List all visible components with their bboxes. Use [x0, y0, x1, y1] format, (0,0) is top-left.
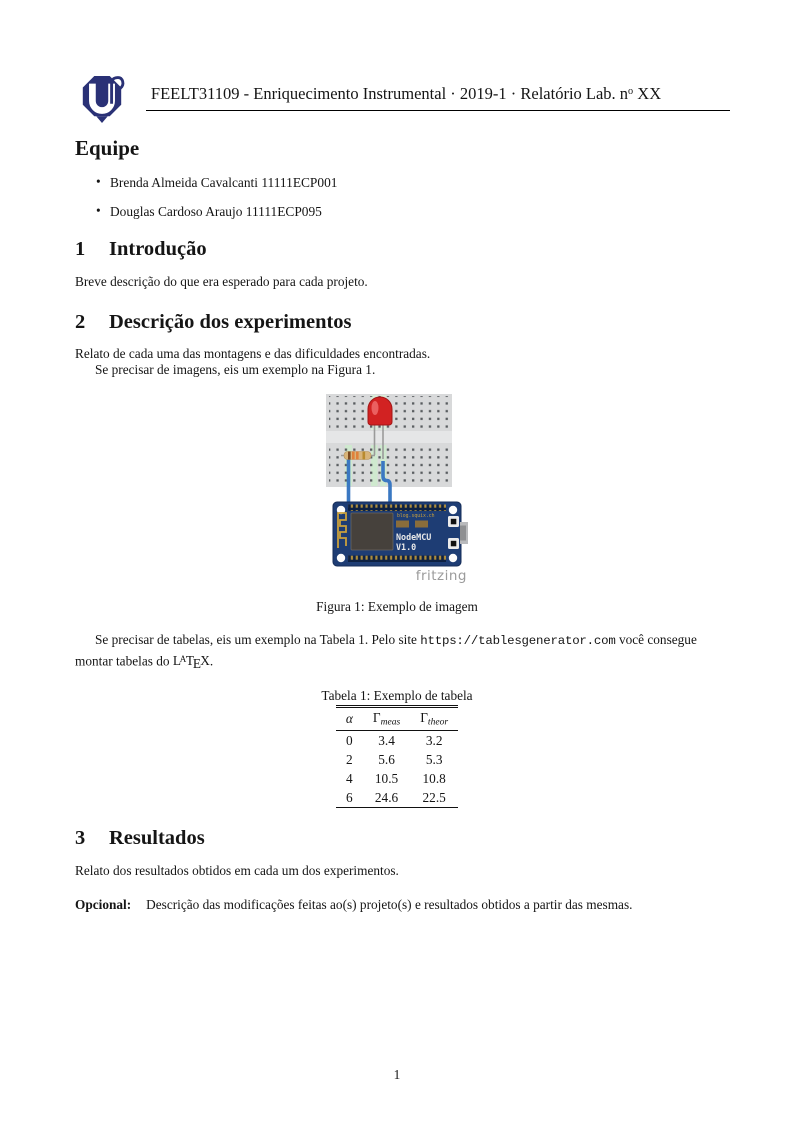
section-title: Descrição dos experimentos [109, 311, 352, 333]
cell: 2 [346, 751, 353, 767]
cell: 5.3 [425, 751, 443, 767]
optional-paragraph [75, 897, 632, 914]
latex-logo: $L^ATEX$ [172, 653, 210, 672]
cell: 0 [346, 732, 353, 748]
cell: 22.5 [422, 789, 446, 805]
cell: 3.4 [378, 732, 395, 748]
tables-paragraph [75, 631, 697, 673]
section-number: 2 [75, 311, 86, 333]
team-heading: Equipe [75, 136, 140, 160]
team-member [96, 174, 338, 191]
push-button [448, 538, 459, 549]
team-member-name: Douglas Cardoso Araujo 11111ECP095 [110, 204, 322, 219]
tablesgenerator-link[interactable]: https://tablesgenerator.com [420, 634, 616, 648]
tables-para-text: Se precisar de tabelas, eis um exemplo na Tabela 1. Pelo site [95, 632, 421, 647]
fritzing-watermark: fritzing [415, 568, 467, 584]
header-title-ordinal: o [628, 85, 634, 97]
usb-connector [460, 522, 468, 544]
esp-shield [351, 513, 393, 550]
cell: 24.6 [374, 789, 399, 805]
ufu-logo [78, 70, 126, 128]
section-3-body: Relato dos resultados obtidos em cada um dos experimentos. [75, 863, 399, 878]
table-row [336, 788, 458, 808]
tables-para-text: montar tabelas do [75, 653, 173, 669]
page-number: 1 [393, 1067, 401, 1082]
cell: 10.8 [422, 770, 446, 786]
push-button [448, 516, 459, 527]
table-caption: Tabela 1: Exemplo de tabela [321, 688, 473, 703]
team-list [96, 174, 338, 233]
team-member [96, 203, 337, 220]
section-2-para2: Se precisar de imagens, eis um exemplo na Figura 1. [95, 362, 376, 377]
col-alpha: α [336, 707, 363, 731]
table-container [0, 705, 794, 808]
tables-paragraph-line1 [75, 631, 697, 650]
cell: 3.2 [425, 732, 443, 748]
cell: 4 [346, 770, 353, 786]
col-gamma-theor: Γtheor [410, 707, 458, 731]
resistor [344, 452, 371, 460]
tables-paragraph-line2 [75, 650, 697, 673]
led [368, 397, 392, 425]
cell: 6 [346, 789, 353, 805]
team-member-name: Brenda Almeida Cavalcanti 11111ECP001 [110, 175, 338, 190]
report-header-title [146, 84, 730, 111]
section-2-heading [75, 311, 352, 334]
table-row [336, 769, 458, 788]
section-title: Introdução [109, 238, 207, 260]
section-title: Resultados [109, 827, 205, 849]
table-row [336, 731, 458, 751]
example-table [336, 705, 458, 808]
section-3-heading [75, 827, 205, 850]
optional-text: Descrição das modificações feitas ao(s) projeto(s) e resultados obtidos a partir das mesmas. [146, 897, 633, 912]
board-note-text: blog.squix.ch [397, 514, 435, 519]
header-title-suffix: XX [633, 84, 662, 103]
bullet-icon: • [96, 203, 101, 218]
section-number: 3 [75, 827, 86, 849]
figure-circuit-image [325, 392, 468, 584]
board-version-text: V1.0 [396, 542, 417, 552]
header-title-text: FEELT31109 - Enriquecimento Instrumental · 2019-1 · Relatório Lab. n [150, 84, 629, 103]
optional-label: Opcional: [75, 897, 132, 912]
col-gamma-meas: Γmeas [363, 707, 410, 731]
section-2-para1: Relato de cada uma das montagens e das dificuldades encontradas. [75, 346, 431, 361]
cell: 5.6 [378, 751, 395, 767]
cell: 10.5 [374, 770, 399, 786]
figure-caption: Figura 1: Exemplo de imagem [316, 599, 478, 614]
bullet-icon: • [96, 174, 101, 189]
nodemcu-board [333, 502, 468, 566]
tables-para-text: você consegue [615, 632, 697, 647]
section-1-heading [75, 238, 207, 261]
section-number: 1 [75, 238, 86, 260]
tables-para-text: . [209, 653, 214, 669]
table-row [336, 750, 458, 769]
section-1-body: Breve descrição do que era esperado para cada projeto. [75, 274, 368, 289]
table-header-row [336, 707, 458, 731]
board-title-text: NodeMCU [396, 532, 432, 542]
